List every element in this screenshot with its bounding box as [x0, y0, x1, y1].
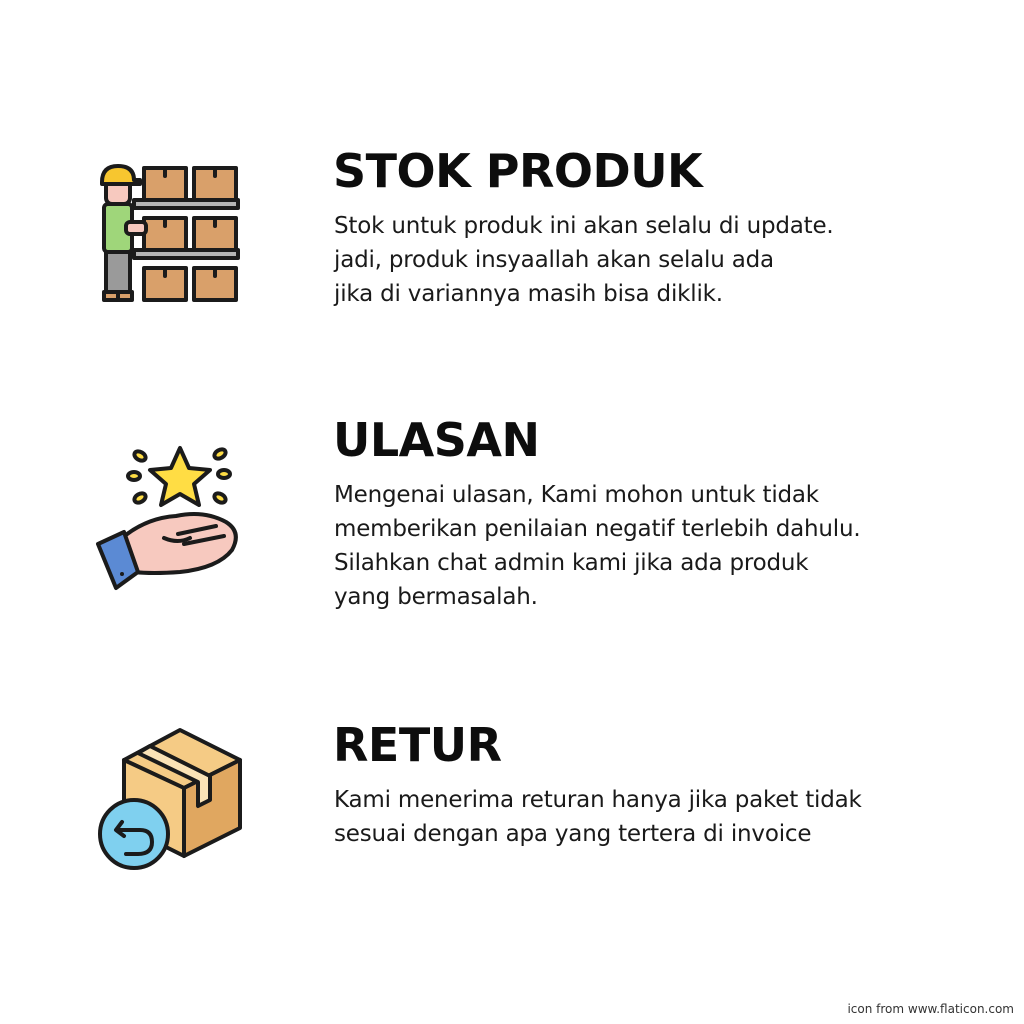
- warehouse-worker-shelf-icon: [96, 160, 244, 306]
- description-line: sesuai dengan apa yang tertera di invoice: [334, 821, 812, 847]
- section-description-ulasan: [334, 478, 860, 614]
- section-title-retur: RETUR: [333, 718, 502, 772]
- section-description-stok-produk: [334, 209, 834, 311]
- description-line: jika di variannya masih bisa diklik.: [334, 281, 723, 307]
- section-title-ulasan: ULASAN: [333, 413, 540, 467]
- description-line: Silahkan chat admin kami jika ada produk: [334, 550, 809, 576]
- description-line: Stok untuk produk ini akan selalu di update.: [334, 213, 834, 239]
- section-description-retur: [334, 783, 862, 851]
- description-line: Mengenai ulasan, Kami mohon untuk tidak: [334, 482, 819, 508]
- description-line: Kami menerima returan hanya jika paket tidak: [334, 787, 862, 813]
- description-line: jadi, produk insyaallah akan selalu ada: [334, 247, 774, 273]
- description-line: memberikan penilaian negatif terlebih dahulu.: [334, 516, 861, 542]
- description-line: yang bermasalah.: [334, 584, 538, 610]
- hand-star-rating-icon: [94, 440, 246, 592]
- box-return-icon: [94, 722, 246, 874]
- icon-attribution-credit: icon from www.flaticon.com: [847, 1002, 1014, 1016]
- section-title-stok-produk: STOK PRODUK: [333, 144, 703, 198]
